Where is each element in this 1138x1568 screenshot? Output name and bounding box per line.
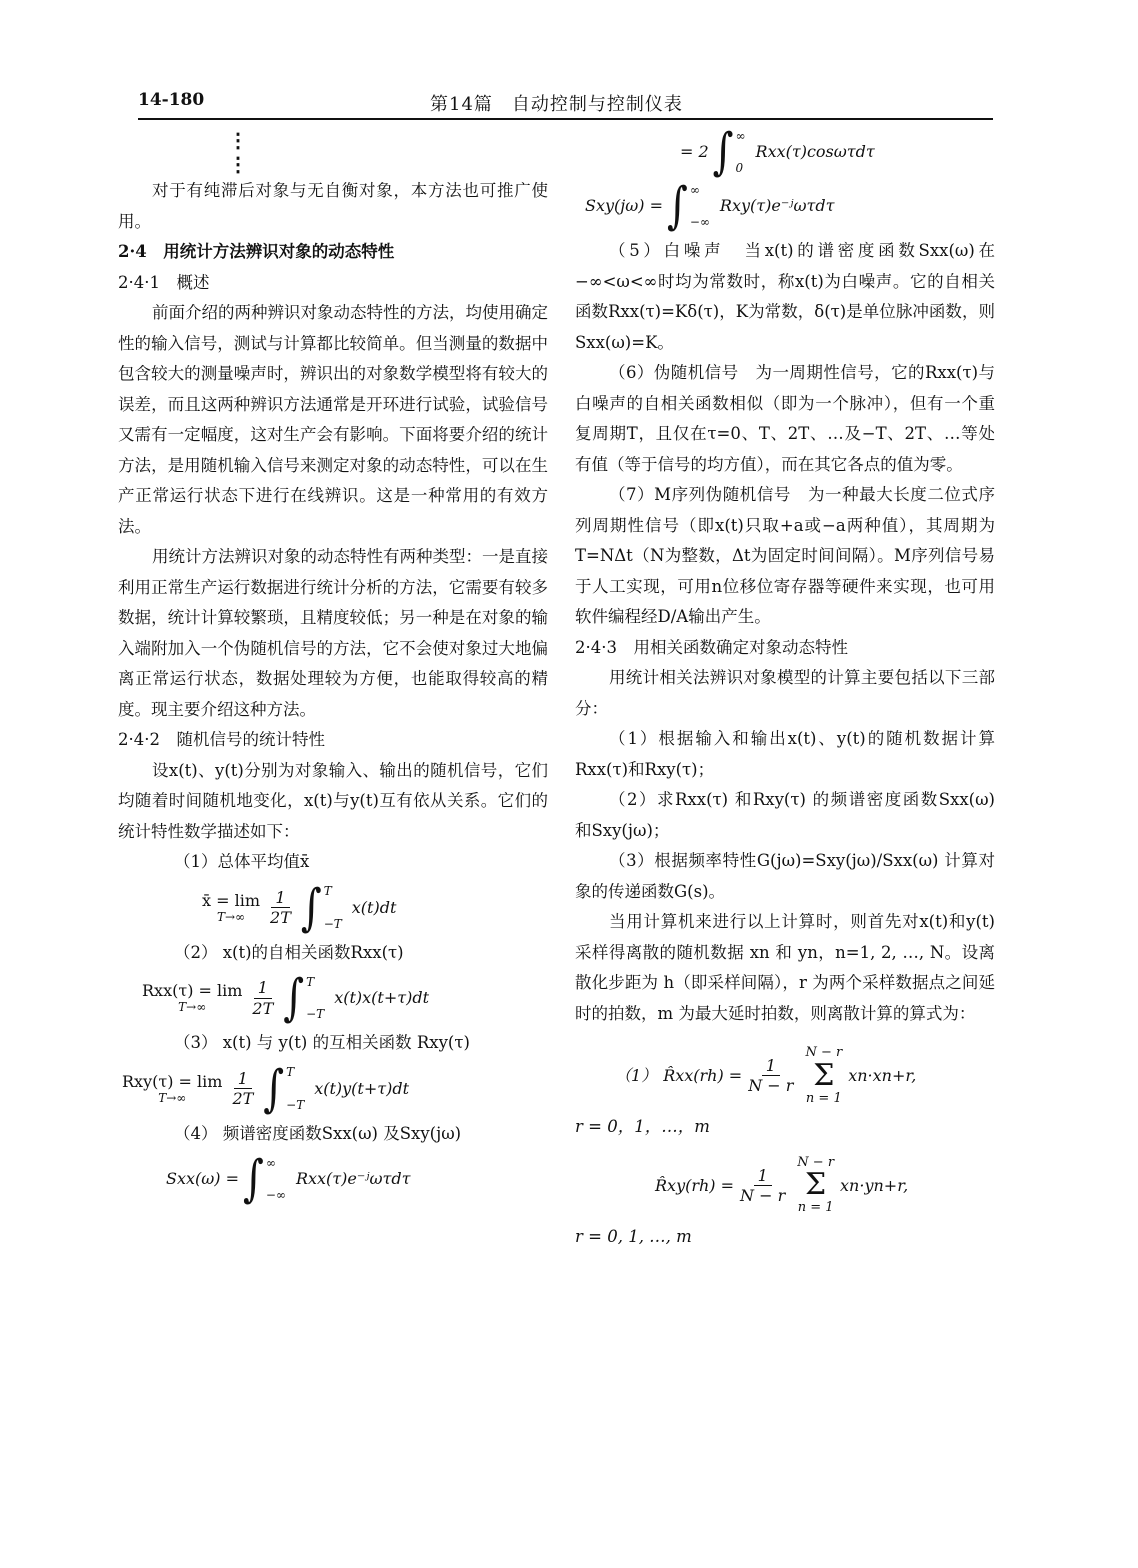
subsection-heading-2-4-2: 2·4·2 随机信号的统计特性 (118, 730, 325, 749)
page-number: 14-180 (138, 90, 205, 110)
item-crosscorrelation: （3） x(t) 与 y(t) 的互相关函数 Rxy(τ) (174, 1033, 470, 1052)
section-heading-2-4: 2·4 用统计方法辨识对象的动态特性 (118, 242, 395, 261)
white-noise-item: （5）白噪声 当x(t)的谱密度函数Sxx(ω)在−∞<ω<∞时均为常数时，称x(t)为白噪声。它的自相关函数Rxx(τ)=Kδ(τ)，K为常数，δ(τ)是单位脉冲函数，则Sxx(ω)=K。 (575, 241, 995, 352)
equation-mean: x̄ = lim T→∞ $\frac{1}{2T}$ ∫ T −T x(t)dt (202, 878, 397, 937)
running-title: 第14篇 自动控制与控制仪表 (430, 94, 683, 115)
equation-crosscorrelation: Rxy(τ) = lim T→∞ $\frac{1}{2T}$ ∫ T −T x(t)y(t+τ)dt (122, 1059, 410, 1118)
equation-sxx-cos: = 2 ∫ ∞ 0 Rxx(τ)cosωτdτ (680, 123, 875, 181)
range-rxy: r = 0, 1, …, m (575, 1226, 692, 1246)
vertical-ellipsis: ⋮ (228, 152, 248, 176)
vertical-ellipsis: ⋮ (228, 128, 248, 152)
item-autocorrelation: （2） x(t)的自相关函数Rxx(τ) (174, 942, 404, 962)
methods-paragraph: 用统计方法辨识对象的动态特性有两种类型：一是直接利用正常生产运行数据进行统计分析的方法，它需要有较多数据，统计计算较繁琐，且精度较低；另一种是在对象的输入端附加入一个伪随机信号的方法，它不会使对象过大地偏离正常运行状态，数据处理较为方便，也能取得较高的精度。现主要介绍这种方法。 (118, 547, 548, 719)
equation-autocorrelation: Rxx(τ) = lim T→∞ $\frac{1}{2T}$ ∫ T −T x(t)x(t+τ)dt (142, 969, 429, 1027)
step-2: （2）求Rxx(τ) 和Rxy(τ) 的频谱密度函数Sxx(ω) 和Sxy(jω)； (575, 790, 995, 840)
range-rxx: r = 0，1，…，m (575, 1117, 710, 1137)
equation-discrete-rxy: R̂xy(rh) = $\frac{1}{N - r}$ N − r Σ n = 1 xn·yn+r, (655, 1154, 909, 1216)
pseudo-random-item: （6）伪随机信号 为一周期性信号，它的Rxx(τ)与白噪声的自相关函数相似（即为一个脉冲），但有一个重复周期T，且仅在τ=0、T、2T、…及−T、2T、…等处有值（等于信号的均方值），而在其它各点的值为零。 (575, 363, 995, 474)
signals-paragraph: 设x(t)、y(t)分别为对象输入、输出的随机信号，它们均随着时间随机地变化，x(t)与y(t)互有依从关系。它们的统计特性数学描述如下： (118, 760, 548, 841)
subsection-heading-2-4-1: 2·4·1 概述 (118, 272, 210, 292)
subsection-heading-2-4-3: 2·4·3 用相关函数确定对象动态特性 (575, 637, 848, 657)
overview-paragraph: 前面介绍的两种辨识对象动态特性的方法，均使用确定性的输入信号，测试与计算都比较简单。但当测量的数据中包含较大的测量噪声时，辨识出的对象数学模型将有较大的误差，而且这两种辨识方法通常是开环进行试验，试验信号又需有一定幅度，这对生产会有影响。下面将要介绍的统计方法，是用随机输入信号来测定对象的动态特性，可以在生产正常运行状态下进行在线辨识。这是一种常用的有效方法。 (118, 303, 548, 536)
item-mean: （1）总体平均值x̄ (174, 852, 310, 871)
correlation-intro: 用统计相关法辨识对象模型的计算主要包括以下三部分： (575, 668, 995, 718)
m-sequence-item: （7）M序列伪随机信号 为一种最大长度二位式序列周期性信号（即x(t)只取+a或−a两种值），其周期为T=NΔt（N为整数，Δt为固定时间间隔）。M序列信号易于人工实现，可用n位移位寄存器等硬件来实现，也可用软件编程经D/A输出产生。 (575, 485, 995, 626)
discrete-paragraph: 当用计算机来进行以上计算时，则首先对x(t)和y(t)采样得离散的随机数据 xn 和 yn，n=1, 2, …, N。设离散化步距为 h（即采样间隔），r 为两个采样数据点之间延时的拍数，m 为最大延时拍数，则离散计算的算式为： (575, 912, 995, 1023)
right-column (575, 123, 995, 1252)
equation-discrete-rxx: （1） R̂xx(rh) = $\frac{1}{N - r}$ N − r Σ n = 1 xn·xn+r, (615, 1045, 917, 1106)
page-header (138, 88, 993, 120)
intro-paragraph: 对于有纯滞后对象与无自衡对象，本方法也可推广使用。 (118, 181, 548, 231)
item-spectral-density: （4） 频谱密度函数Sxx(ω) 及Sxy(jω) (174, 1123, 462, 1143)
left-column (118, 128, 548, 1209)
step-3: （3）根据频率特性G(jω)=Sxy(jω)/Sxx(ω) 计算对象的传递函数G(s)。 (575, 851, 995, 901)
equation-sxx: Sxx(ω) = ∫ ∞ −∞ Rxx(τ)e⁻ʲωτdτ (166, 1150, 411, 1208)
step-1: （1）根据输入和输出x(t)、y(t)的随机数据计算Rxx(τ)和Rxy(τ)； (575, 729, 995, 779)
equation-sxy: Sxy(jω) = ∫ ∞ −∞ Rxy(τ)e⁻ʲωτdτ (585, 177, 835, 235)
